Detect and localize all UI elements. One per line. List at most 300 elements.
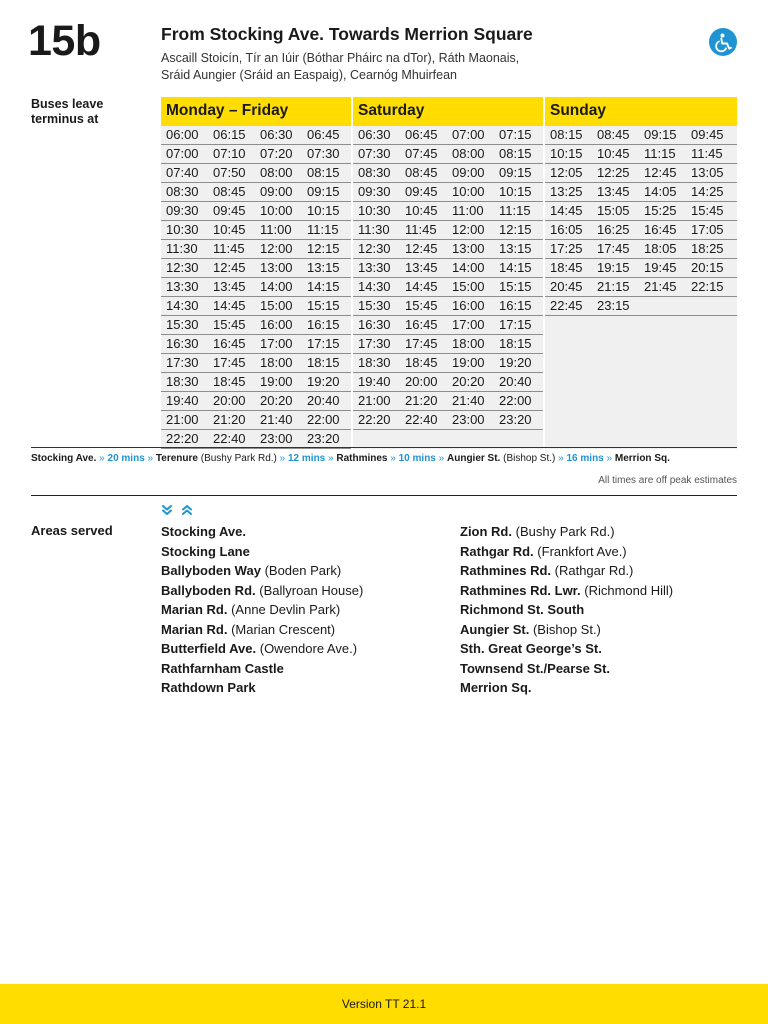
departure-time: 09:00 bbox=[452, 165, 485, 180]
time-row bbox=[353, 316, 543, 335]
departure-time: 15:05 bbox=[597, 203, 630, 218]
departure-time: 13:45 bbox=[213, 279, 246, 294]
departure-time: 12:30 bbox=[358, 241, 391, 256]
area-stop-name: Butterfield Ave. bbox=[161, 641, 257, 656]
departure-time: 22:40 bbox=[213, 431, 246, 446]
departure-time: 21:00 bbox=[166, 412, 199, 427]
departure-time: 13:45 bbox=[597, 184, 630, 199]
departure-time: 14:05 bbox=[644, 184, 677, 199]
area-stop-name: Richmond St. South bbox=[460, 602, 585, 617]
departure-time: 21:20 bbox=[213, 412, 246, 427]
departure-time: 16:00 bbox=[452, 298, 485, 313]
departure-time: 16:05 bbox=[550, 222, 583, 237]
departure-time: 23:00 bbox=[452, 412, 485, 427]
departure-time: 16:00 bbox=[260, 317, 293, 332]
time-row bbox=[353, 183, 543, 202]
departure-time: 20:15 bbox=[691, 260, 724, 275]
area-stop bbox=[460, 561, 750, 581]
area-stop bbox=[460, 659, 750, 679]
time-row bbox=[161, 145, 351, 164]
sunday-column bbox=[545, 97, 737, 449]
time-row bbox=[353, 411, 543, 430]
time-row bbox=[353, 392, 543, 411]
journey-separator: » bbox=[558, 453, 564, 464]
departure-time: 17:45 bbox=[597, 241, 630, 256]
monday-friday-times bbox=[161, 126, 351, 449]
time-row bbox=[161, 354, 351, 373]
departure-time: 17:15 bbox=[499, 317, 532, 332]
area-stop-name: Aungier St. bbox=[460, 621, 530, 637]
departure-time: 16:15 bbox=[499, 298, 532, 313]
area-stop bbox=[460, 620, 750, 640]
departure-time: 23:20 bbox=[307, 431, 340, 446]
departure-time: 11:00 bbox=[452, 203, 484, 218]
departure-time: 21:45 bbox=[644, 279, 677, 294]
departure-time: 13:00 bbox=[452, 241, 485, 256]
saturday-times bbox=[353, 126, 543, 449]
departure-time: 22:40 bbox=[405, 412, 438, 427]
journey-separator: » bbox=[99, 453, 105, 464]
time-row bbox=[545, 259, 737, 278]
departure-time: 19:40 bbox=[358, 374, 391, 389]
departure-time: 21:20 bbox=[405, 393, 438, 408]
saturday-header: Saturday bbox=[353, 97, 543, 126]
departure-time: 18:15 bbox=[499, 336, 532, 351]
buses-leave-label bbox=[31, 97, 103, 127]
time-row bbox=[161, 278, 351, 297]
departure-time: 18:05 bbox=[644, 241, 677, 256]
departure-time: 10:15 bbox=[550, 146, 583, 161]
departure-time: 19:20 bbox=[499, 355, 532, 370]
departure-time: 07:40 bbox=[166, 165, 199, 180]
off-peak-note: All times are off peak estimates bbox=[598, 475, 737, 486]
departure-time: 08:45 bbox=[213, 184, 246, 199]
time-row bbox=[161, 221, 351, 240]
departure-time: 12:15 bbox=[307, 241, 340, 256]
departure-time: 18:00 bbox=[260, 355, 293, 370]
sunday-header: Sunday bbox=[545, 97, 737, 126]
departure-time: 08:15 bbox=[499, 146, 532, 161]
departure-time: 06:45 bbox=[307, 127, 340, 142]
departure-time: 17:00 bbox=[452, 317, 485, 332]
departure-time: 08:30 bbox=[358, 165, 391, 180]
area-stop-name: Zion Rd. bbox=[460, 524, 512, 539]
journey-stop: Merrion Sq. bbox=[614, 453, 670, 464]
departure-time: 14:45 bbox=[405, 279, 438, 294]
time-row bbox=[353, 297, 543, 316]
departure-time: 08:30 bbox=[166, 184, 199, 199]
departure-time: 16:45 bbox=[405, 317, 438, 332]
departure-time: 21:40 bbox=[260, 412, 293, 427]
departure-time: 19:00 bbox=[260, 374, 293, 389]
departure-time: 17:45 bbox=[213, 355, 246, 370]
time-row bbox=[353, 354, 543, 373]
departure-time: 08:15 bbox=[307, 165, 340, 180]
departure-time: 15:30 bbox=[358, 298, 391, 313]
time-row bbox=[353, 145, 543, 164]
area-stop bbox=[161, 620, 451, 640]
departure-time: 10:00 bbox=[452, 184, 485, 199]
departure-time: 06:30 bbox=[358, 127, 391, 142]
departure-time: 22:00 bbox=[499, 393, 532, 408]
departure-time: 13:15 bbox=[307, 260, 340, 275]
departure-time: 14:45 bbox=[213, 298, 246, 313]
departure-time: 08:45 bbox=[597, 127, 630, 142]
departure-time: 14:25 bbox=[691, 184, 724, 199]
time-row bbox=[161, 126, 351, 145]
departure-time: 17:45 bbox=[405, 336, 438, 351]
irish-subtitle bbox=[161, 50, 601, 84]
departure-time: 07:30 bbox=[307, 146, 340, 161]
departure-time: 12:45 bbox=[405, 241, 438, 256]
area-stop-name: Marian Rd. bbox=[161, 602, 228, 617]
area-stop-detail: (Rathgar Rd.) bbox=[554, 563, 634, 578]
areas-served-right bbox=[460, 522, 750, 698]
departure-time: 09:45 bbox=[405, 184, 438, 199]
departure-time: 23:20 bbox=[499, 412, 532, 427]
departure-time: 14:30 bbox=[166, 298, 199, 313]
departure-time: 15:00 bbox=[452, 279, 485, 294]
departure-time: 10:30 bbox=[358, 203, 391, 218]
departure-time: 17:05 bbox=[691, 222, 724, 237]
journey-stop-detail: (Bushy Park Rd.) bbox=[200, 453, 277, 464]
departure-time: 19:00 bbox=[452, 355, 485, 370]
departure-time: 10:15 bbox=[499, 184, 532, 199]
area-stop-name: Rathmines Rd. Lwr. bbox=[460, 582, 581, 598]
departure-time: 13:30 bbox=[166, 279, 199, 294]
journey-stop-detail: (Bishop St.) bbox=[503, 453, 556, 464]
departure-time: 22:45 bbox=[550, 298, 583, 313]
departure-time: 09:30 bbox=[166, 203, 199, 218]
departure-time: 11:00 bbox=[260, 222, 292, 237]
area-stop-detail: (Richmond Hill) bbox=[584, 582, 674, 598]
time-row bbox=[161, 240, 351, 259]
area-stop bbox=[161, 561, 451, 581]
area-stop-name: Sth. Great George’s St. bbox=[460, 641, 602, 656]
area-stop-name: Merrion Sq. bbox=[460, 680, 532, 695]
time-row bbox=[353, 259, 543, 278]
time-row bbox=[353, 221, 543, 240]
departure-time: 17:30 bbox=[358, 336, 391, 351]
departure-time: 18:45 bbox=[550, 260, 583, 275]
departure-time: 14:15 bbox=[499, 260, 532, 275]
departure-time: 12:45 bbox=[213, 260, 246, 275]
departure-time: 18:15 bbox=[307, 355, 340, 370]
departure-time: 20:00 bbox=[213, 393, 246, 408]
departure-time: 11:45 bbox=[213, 241, 245, 256]
departure-time: 22:15 bbox=[691, 279, 724, 294]
departure-time: 14:30 bbox=[358, 279, 391, 294]
departure-time: 18:25 bbox=[691, 241, 724, 256]
area-stop-name: Rathmines Rd. bbox=[460, 563, 552, 578]
departure-time: 11:15 bbox=[307, 222, 339, 237]
departure-time: 09:45 bbox=[691, 127, 724, 142]
departure-time: 12:00 bbox=[260, 241, 293, 256]
area-stop-name: Rathdown Park bbox=[161, 680, 256, 695]
route-number: 15b bbox=[28, 17, 101, 65]
area-stop-name: Marian Rd. bbox=[161, 621, 228, 637]
time-row bbox=[161, 373, 351, 392]
areas-served-left bbox=[161, 522, 451, 698]
time-row bbox=[545, 297, 737, 316]
departure-time: 10:45 bbox=[597, 146, 630, 161]
area-stop-detail: (Marian Crescent) bbox=[231, 621, 336, 637]
area-stop-name: Stocking Lane bbox=[161, 543, 250, 559]
departure-time: 20:40 bbox=[499, 374, 532, 389]
departure-time: 15:45 bbox=[405, 298, 438, 313]
journey-duration: 10 mins bbox=[398, 453, 436, 464]
journey-separator: » bbox=[328, 453, 334, 464]
departure-time: 15:00 bbox=[260, 298, 293, 313]
journey-separator: » bbox=[279, 453, 286, 464]
departure-time: 20:00 bbox=[405, 374, 438, 389]
area-stop-detail: (Bushy Park Rd.) bbox=[515, 524, 615, 539]
departure-time: 22:00 bbox=[307, 412, 340, 427]
journey-duration: 12 mins bbox=[288, 453, 326, 464]
area-stop bbox=[161, 600, 451, 620]
departure-time: 06:15 bbox=[213, 127, 246, 142]
departure-time: 15:45 bbox=[213, 317, 246, 332]
departure-time: 11:45 bbox=[405, 222, 437, 237]
departure-time: 12:45 bbox=[644, 165, 677, 180]
time-row bbox=[545, 240, 737, 259]
departure-time: 10:45 bbox=[213, 222, 246, 237]
area-stop bbox=[460, 639, 750, 659]
departure-time: 21:40 bbox=[452, 393, 485, 408]
departure-time: 12:05 bbox=[550, 165, 583, 180]
departure-time: 18:30 bbox=[358, 355, 391, 370]
area-stop bbox=[460, 542, 750, 562]
departure-time: 06:30 bbox=[260, 127, 293, 142]
area-stop-detail: (Ballyroan House) bbox=[259, 582, 364, 598]
page-title: From Stocking Ave. Towards Merrion Square bbox=[161, 24, 533, 44]
departure-time: 08:15 bbox=[550, 127, 583, 142]
wheelchair-accessible-icon bbox=[709, 28, 737, 56]
journey-duration: 16 mins bbox=[566, 453, 604, 464]
departure-time: 07:10 bbox=[213, 146, 246, 161]
time-row bbox=[161, 335, 351, 354]
departure-time: 10:15 bbox=[307, 203, 340, 218]
departure-time: 09:15 bbox=[307, 184, 340, 199]
departure-time: 13:45 bbox=[405, 260, 438, 275]
time-row bbox=[161, 164, 351, 183]
departure-time: 20:20 bbox=[260, 393, 293, 408]
departure-time: 07:50 bbox=[213, 165, 246, 180]
departure-time: 06:45 bbox=[405, 127, 438, 142]
departure-time: 11:30 bbox=[358, 222, 390, 237]
time-row bbox=[161, 183, 351, 202]
departure-time: 23:00 bbox=[260, 431, 293, 446]
departure-time: 18:30 bbox=[166, 374, 199, 389]
departure-time: 07:15 bbox=[499, 127, 532, 142]
departure-time: 20:20 bbox=[452, 374, 485, 389]
departure-time: 15:15 bbox=[499, 279, 532, 294]
journey-times-strip bbox=[31, 447, 737, 465]
departure-time: 08:45 bbox=[405, 165, 438, 180]
divider bbox=[31, 495, 737, 496]
departure-time: 12:30 bbox=[166, 260, 199, 275]
buses-leave-line-2: terminus at bbox=[31, 112, 99, 126]
area-stop-name: Townsend St./Pearse St. bbox=[460, 660, 611, 676]
journey-separator: » bbox=[147, 453, 154, 464]
departure-time: 16:30 bbox=[358, 317, 391, 332]
departure-time: 07:00 bbox=[166, 146, 199, 161]
departure-time: 09:30 bbox=[358, 184, 391, 199]
area-stop bbox=[460, 678, 750, 698]
departure-time: 11:15 bbox=[644, 146, 676, 161]
monday-friday-header: Monday – Friday bbox=[161, 97, 351, 126]
time-row bbox=[545, 183, 737, 202]
departure-time: 16:45 bbox=[213, 336, 246, 351]
departure-time: 13:30 bbox=[358, 260, 391, 275]
departure-time: 19:45 bbox=[644, 260, 677, 275]
time-row bbox=[545, 221, 737, 240]
departure-time: 15:45 bbox=[691, 203, 724, 218]
buses-leave-line-1: Buses leave bbox=[31, 97, 104, 111]
departure-time: 09:15 bbox=[644, 127, 677, 142]
version-footer: Version TT 21.1 bbox=[0, 984, 768, 1024]
departure-time: 09:15 bbox=[499, 165, 532, 180]
journey-separator: » bbox=[606, 453, 613, 464]
departure-time: 23:15 bbox=[597, 298, 630, 313]
time-row bbox=[161, 392, 351, 411]
time-row bbox=[545, 202, 737, 221]
departure-time: 20:45 bbox=[550, 279, 583, 294]
area-stop-detail: (Bishop St.) bbox=[532, 621, 601, 637]
areas-served-label: Areas served bbox=[31, 523, 113, 538]
departure-time: 07:00 bbox=[452, 127, 485, 142]
departure-time: 10:30 bbox=[166, 222, 199, 237]
journey-stop: Terenure bbox=[155, 453, 198, 464]
monday-friday-column bbox=[161, 97, 351, 449]
time-row bbox=[353, 373, 543, 392]
departure-time: 13:15 bbox=[499, 241, 532, 256]
departure-time: 22:20 bbox=[358, 412, 391, 427]
departure-time: 16:25 bbox=[597, 222, 630, 237]
departure-time: 11:30 bbox=[166, 241, 198, 256]
area-stop-name: Rathfarnham Castle bbox=[161, 660, 284, 676]
departure-time: 14:45 bbox=[550, 203, 583, 218]
area-stop bbox=[161, 581, 451, 601]
departure-time: 21:00 bbox=[358, 393, 391, 408]
time-row bbox=[161, 297, 351, 316]
departure-time: 15:25 bbox=[644, 203, 677, 218]
area-stop-name: Ballyboden Rd. bbox=[161, 582, 256, 598]
area-stop bbox=[161, 639, 451, 659]
time-row bbox=[353, 278, 543, 297]
departure-time: 16:45 bbox=[644, 222, 677, 237]
departure-time: 19:15 bbox=[597, 260, 630, 275]
journey-stop: Stocking Ave. bbox=[31, 453, 97, 464]
departure-time: 11:45 bbox=[691, 146, 723, 161]
time-row bbox=[545, 278, 737, 297]
departure-time: 19:20 bbox=[307, 374, 340, 389]
time-row bbox=[545, 164, 737, 183]
departure-time: 06:00 bbox=[166, 127, 199, 142]
departure-time: 08:00 bbox=[260, 165, 293, 180]
time-row bbox=[161, 259, 351, 278]
departure-time: 13:25 bbox=[550, 184, 583, 199]
area-stop bbox=[161, 678, 451, 698]
departure-time: 12:15 bbox=[499, 222, 532, 237]
journey-separator: » bbox=[390, 453, 396, 464]
chevron-down-icon bbox=[161, 504, 173, 516]
area-stop bbox=[161, 659, 451, 679]
time-row bbox=[161, 316, 351, 335]
departure-time: 13:05 bbox=[691, 165, 724, 180]
area-stop-name: Ballyboden Way bbox=[161, 563, 261, 578]
time-row bbox=[353, 126, 543, 145]
subtitle-line-1: Ascaill Stoicín, Tír an Iúir (Bóthar Pháirc na dTor), Ráth Maonais, bbox=[161, 51, 520, 65]
time-row bbox=[353, 240, 543, 259]
area-stop bbox=[161, 542, 451, 562]
departure-time: 07:30 bbox=[358, 146, 391, 161]
departure-time: 15:30 bbox=[166, 317, 199, 332]
departure-time: 18:45 bbox=[405, 355, 438, 370]
departure-time: 07:20 bbox=[260, 146, 293, 161]
departure-time: 14:00 bbox=[260, 279, 293, 294]
area-stop-detail: (Anne Devlin Park) bbox=[231, 602, 341, 617]
departure-time: 20:40 bbox=[307, 393, 340, 408]
departure-time: 12:00 bbox=[452, 222, 485, 237]
area-stop bbox=[460, 581, 750, 601]
time-row bbox=[545, 126, 737, 145]
area-stop bbox=[460, 522, 750, 542]
journey-separator: » bbox=[438, 453, 445, 464]
departure-time: 21:15 bbox=[597, 279, 630, 294]
area-stop bbox=[460, 600, 750, 620]
saturday-column bbox=[353, 97, 543, 449]
departure-time: 18:45 bbox=[213, 374, 246, 389]
time-row bbox=[161, 411, 351, 430]
time-row bbox=[161, 202, 351, 221]
departure-time: 14:00 bbox=[452, 260, 485, 275]
departure-time: 17:00 bbox=[260, 336, 293, 351]
subtitle-line-2: Sráid Aungier (Sráid an Easpaig), Cearnóg Mhuirfean bbox=[161, 68, 458, 82]
departure-time: 16:15 bbox=[307, 317, 340, 332]
area-stop-detail: (Frankfort Ave.) bbox=[537, 543, 627, 559]
departure-time: 19:40 bbox=[166, 393, 199, 408]
departure-time: 11:15 bbox=[499, 203, 531, 218]
departure-time: 09:45 bbox=[213, 203, 246, 218]
time-row bbox=[545, 145, 737, 164]
time-row bbox=[353, 202, 543, 221]
area-stop-detail: (Boden Park) bbox=[264, 563, 342, 578]
journey-stop: Aungier St. bbox=[447, 453, 501, 464]
sunday-times bbox=[545, 126, 737, 449]
departure-time: 10:00 bbox=[260, 203, 293, 218]
area-stop-name: Stocking Ave. bbox=[161, 524, 247, 539]
journey-stop: Rathmines bbox=[336, 453, 388, 464]
departure-time: 07:45 bbox=[405, 146, 438, 161]
departure-time: 22:20 bbox=[166, 431, 199, 446]
departure-time: 08:00 bbox=[452, 146, 485, 161]
departure-time: 17:30 bbox=[166, 355, 199, 370]
departure-time: 12:25 bbox=[597, 165, 630, 180]
departure-time: 17:15 bbox=[307, 336, 340, 351]
departure-time: 18:00 bbox=[452, 336, 485, 351]
departure-time: 15:15 bbox=[307, 298, 340, 313]
area-stop-detail: (Owendore Ave.) bbox=[259, 641, 358, 656]
departure-time: 13:00 bbox=[260, 260, 293, 275]
departure-time: 09:00 bbox=[260, 184, 293, 199]
area-stop bbox=[161, 522, 451, 542]
time-row bbox=[353, 164, 543, 183]
direction-chevrons bbox=[161, 504, 193, 516]
departure-time: 14:15 bbox=[307, 279, 340, 294]
departure-time: 17:25 bbox=[550, 241, 583, 256]
departure-time: 10:45 bbox=[405, 203, 438, 218]
